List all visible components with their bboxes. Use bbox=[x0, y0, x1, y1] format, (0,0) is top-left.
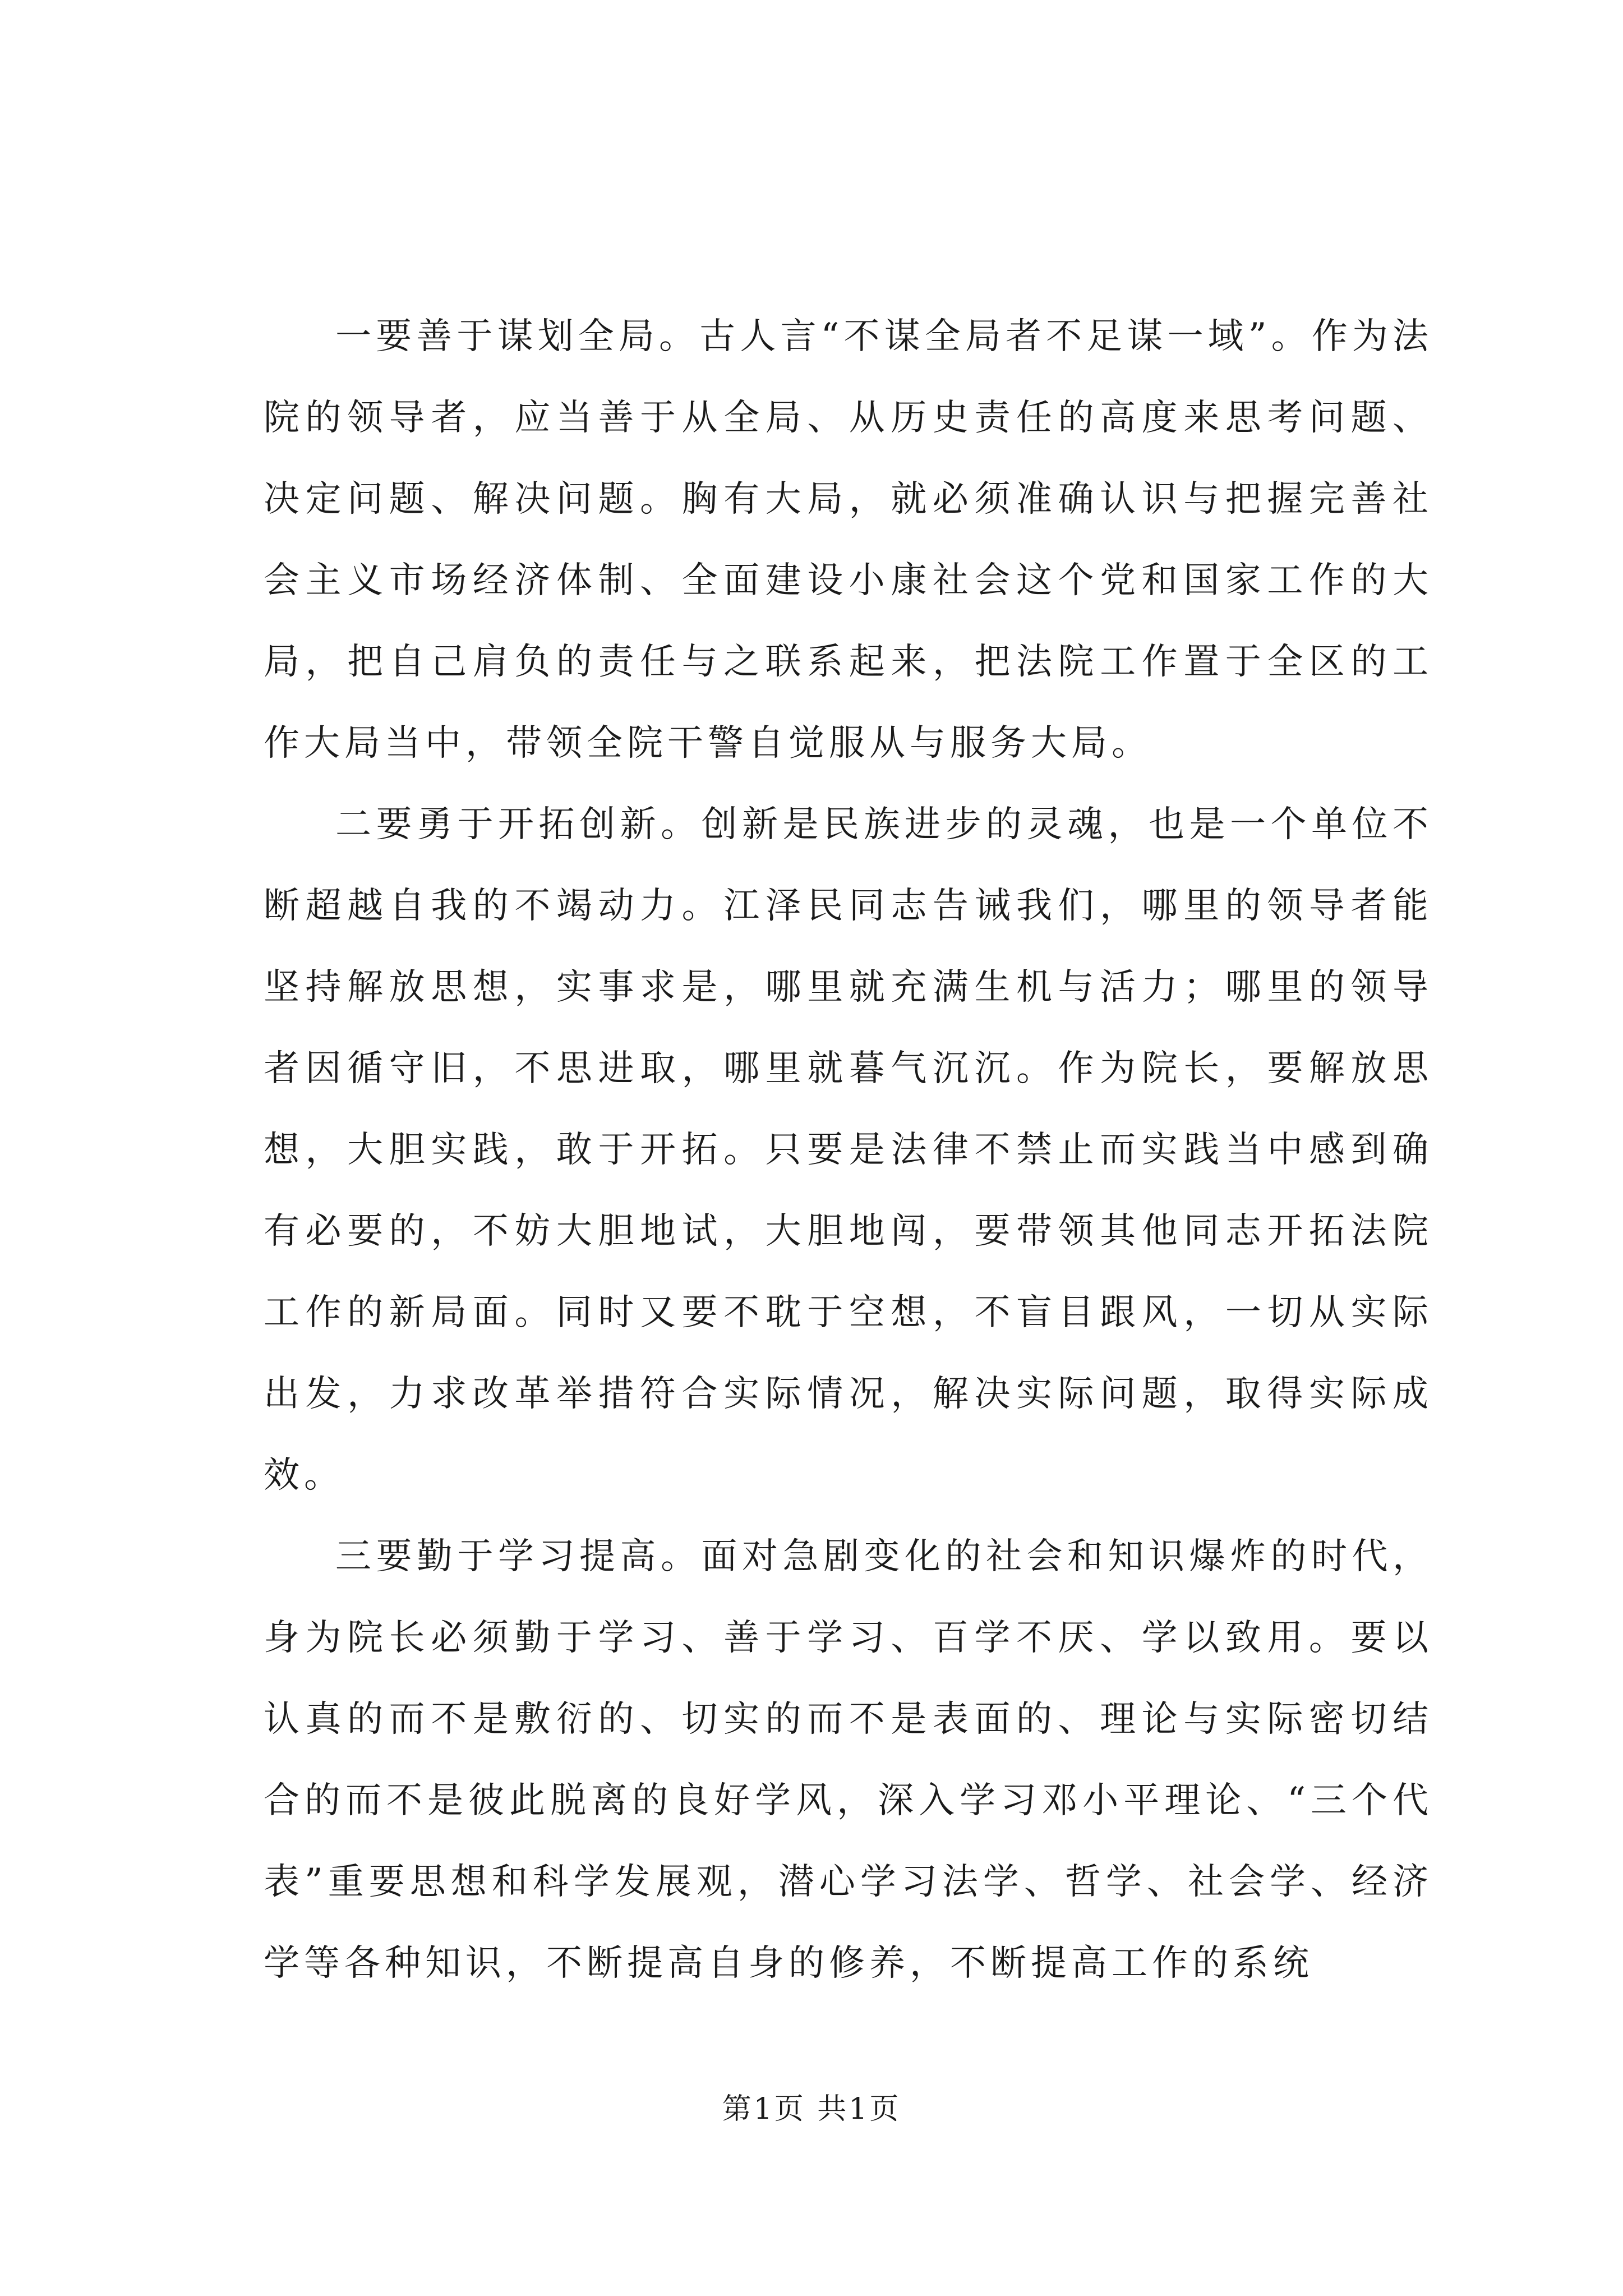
paragraph-2: 二要勇于开拓创新。创新是民族进步的灵魂，也是一个单位不断超越自我的不竭动力。江泽民同志告诫我们，哪里的领导者能坚持解放思想，实事求是，哪里就充满生机与活力；哪里的领导者因循守旧，不思进取，哪里就暮气沉沉。作为院长，要解放思想，大胆实践，敢于开拓。只要是法律不禁止而实践当中感到确有必要的，不妨大胆地试，大胆地闯，要带领其他同志开拓法院工作的新局面。同时又要不耽于空想，不盲目跟风，一切从实际出发，力求改革举措符合实际情况，解决实际问题，取得实际成效。 bbox=[264, 804, 1433, 1496]
document-body bbox=[264, 296, 1433, 2004]
paragraph-1: 一要善于谋划全局。古人言“不谋全局者不足谋一域”。作为法院的领导者，应当善于从全局、从历史责任的高度来思考问题、决定问题、解决问题。胸有大局，就必须准确认识与把握完善社会主义市场经济体制、全面建设小康社会这个党和国家工作的大局，把自己肩负的责任与之联系起来，把法院工作置于全区的工作大局当中，带领全院干警自觉服从与服务大局。 bbox=[264, 316, 1433, 764]
paragraph-3: 三要勤于学习提高。面对急剧变化的社会和知识爆炸的时代，身为院长必须勤于学习、善于学习、百学不厌、学以致用。要以认真的而不是敷衍的、切实的而不是表面的、理论与实际密切结合的而不是彼此脱离的良好学风，深入学习邓小平理论、“三个代表”重要思想和科学发展观，潜心学习法学、哲学、社会学、经济学等各种知识，不断提高自身的修养，不断提高工作的系统 bbox=[264, 1536, 1433, 1984]
page-footer: 第1页 共1页 bbox=[722, 2092, 901, 2126]
